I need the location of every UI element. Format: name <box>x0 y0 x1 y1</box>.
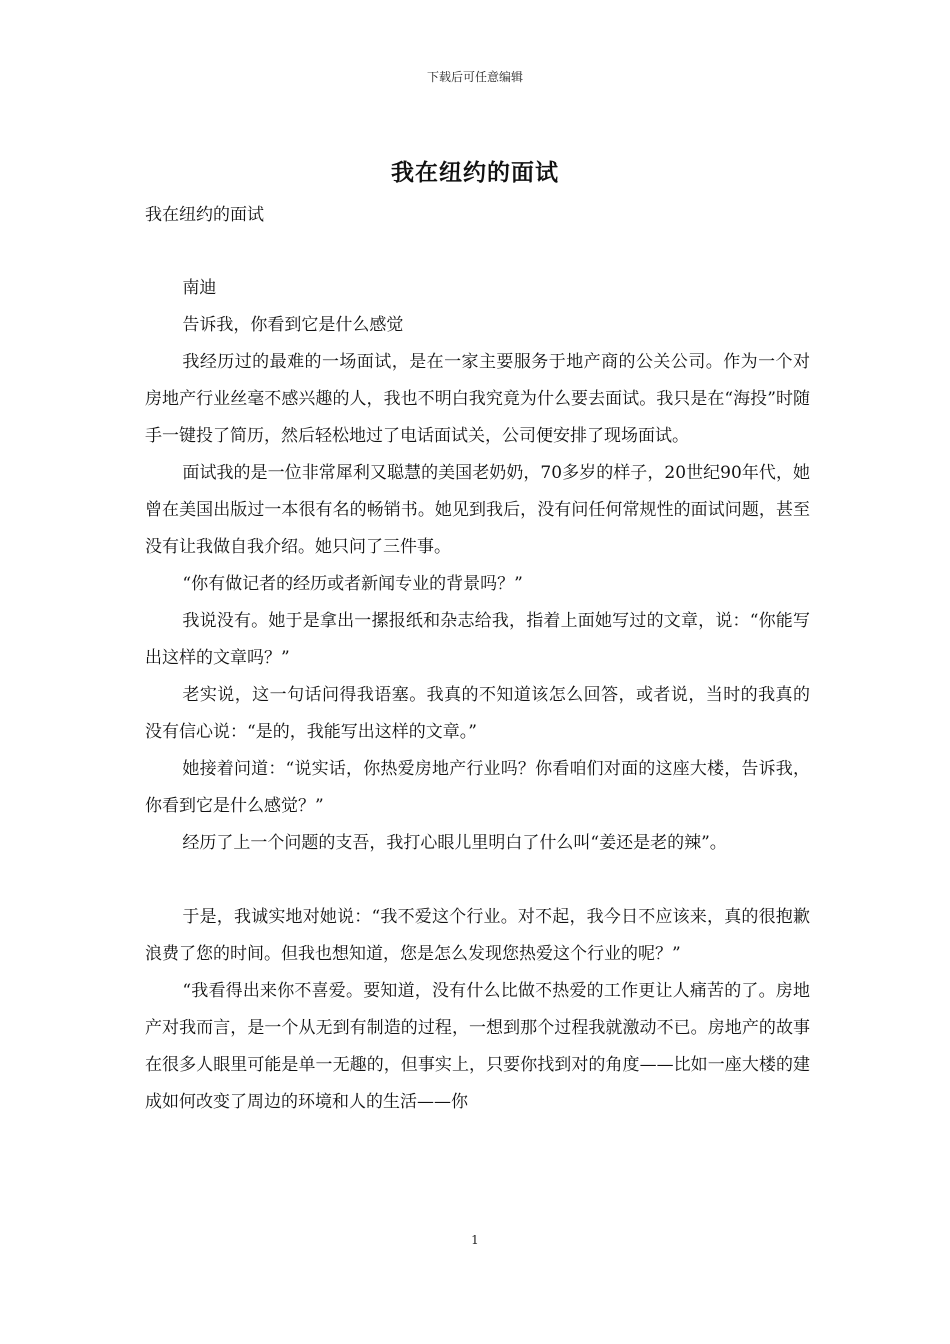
body-paragraph: 我说没有。她于是拿出一摞报纸和杂志给我，指着上面她写过的文章，说：“你能写出这样的文章吗？” <box>145 611 810 668</box>
body-paragraph: “我看得出来你不喜爱。要知道，没有什么比做不热爱的工作更让人痛苦的了。房地产对我而言，是一个从无到有制造的过程，一想到那个过程我就激动不已。房地产的故事在很多人眼里可能是单一无趣的，但事实上，只要你找到对的角度——比如一座大楼的建成如何改变了周边的环境和人的生活——你 <box>145 981 810 1112</box>
body-paragraph: 老实说，这一句话问得我语塞。我真的不知道该怎么回答，或者说，当时的我真的没有信心说：“是的，我能写出这样的文章。” <box>145 685 810 742</box>
page-header: 下载后可任意编辑 <box>426 70 523 84</box>
body-paragraph: 于是，我诚实地对她说：“我不爱这个行业。对不起，我今日不应该来，真的很抱歉浪费了您的时间。但我也想知道，您是怎么发现您热爱这个行业的呢？” <box>145 907 810 964</box>
body-paragraph: 面试我的是一位非常犀利又聪慧的美国老奶奶，70多岁的样子，20世纪90年代，她曾在美国出版过一本很有名的畅销书。她见到我后，没有问任何常规性的面试问题，甚至没有让我做自我介绍。她只问了三件事。 <box>145 463 810 557</box>
section-heading: 告诉我，你看到它是什么感觉 <box>182 315 404 335</box>
body-paragraph: 她接着问道：“说实话，你热爱房地产行业吗？你看咱们对面的这座大楼，告诉我，你看到它是什么感觉？” <box>145 759 810 816</box>
document-title: 我在纽约的面试 <box>391 160 559 186</box>
document-subtitle: 我在纽约的面试 <box>145 205 264 225</box>
page-number: 1 <box>471 1233 479 1247</box>
author-line: 南迪 <box>182 278 217 298</box>
body-paragraph: “你有做记者的经历或者新闻专业的背景吗？” <box>182 574 523 594</box>
document-body <box>145 270 810 1121</box>
body-paragraph: 经历了上一个问题的支吾，我打心眼儿里明白了什么叫“姜还是老的辣”。 <box>182 833 727 853</box>
body-paragraph: 我经历过的最难的一场面试，是在一家主要服务于地产商的公关公司。作为一个对房地产行业丝毫不感兴趣的人，我也不明白我究竟为什么要去面试。我只是在“海投”时随手一键投了简历，然后轻松地过了电话面试关，公司便安排了现场面试。 <box>145 352 810 446</box>
